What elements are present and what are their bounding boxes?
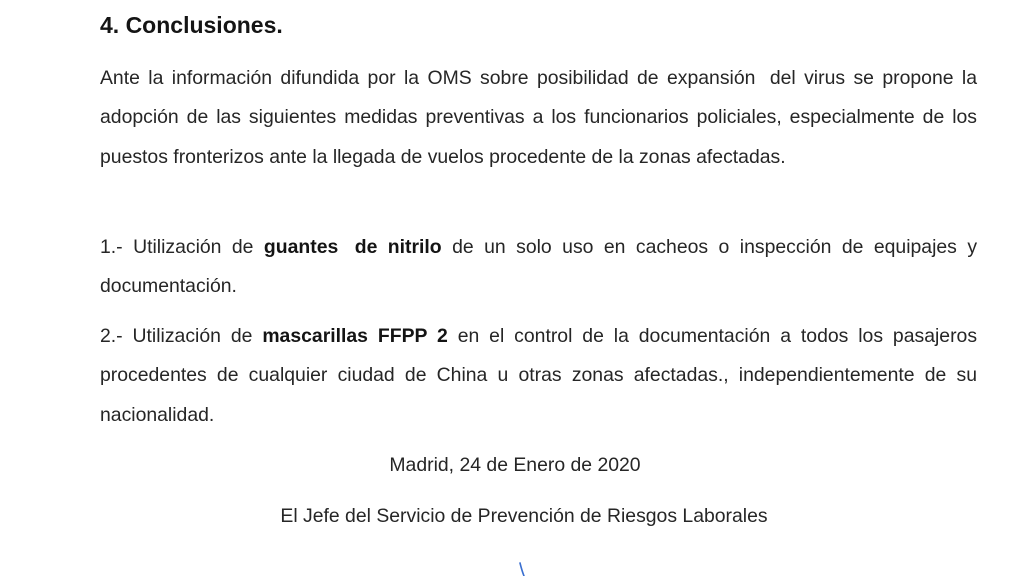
section-heading: 4. Conclusiones. <box>100 12 283 38</box>
measure-1-prefix: 1.- Utilización de <box>100 236 254 258</box>
measure-2-bold-masks: mascarillas FFPP 2 <box>262 325 448 347</box>
intro-paragraph <box>100 59 977 177</box>
measure-2-suffix: en el control de la documentación a todos los pasajeros procedentes de cualquier ciudad de China u otras zonas afectadas., independientemente de su nacionalidad. <box>100 325 978 426</box>
measure-1-bold-gloves: guantes <box>263 236 339 258</box>
date-line: Madrid, 24 de Enero de 2020 <box>389 454 641 476</box>
signature-stroke <box>514 562 528 576</box>
measure-1-paragraph <box>100 228 977 307</box>
measure-1-suffix: de un solo uso en cacheos o inspección de equipajes y documentación. <box>100 236 978 298</box>
intro-text-part2: del virus se propone la adopción de las siguientes medidas preventivas a los funcionarios policiales, especialmente de los puestos fronterizos ante la llegada de vuelos procedente de la zonas afectadas. <box>100 67 978 168</box>
signature-ink-path <box>520 563 524 576</box>
measure-2-paragraph <box>100 317 977 435</box>
signer-title: El Jefe del Servicio de Prevención de Riesgos Laborales <box>280 505 768 527</box>
measure-2-prefix: 2.- Utilización de <box>100 325 253 347</box>
intro-text-part1: Ante la información difundida por la OMS sobre posibilidad de expansión <box>100 67 756 89</box>
measure-1-bold-nitrile: de nitrilo <box>354 236 442 258</box>
